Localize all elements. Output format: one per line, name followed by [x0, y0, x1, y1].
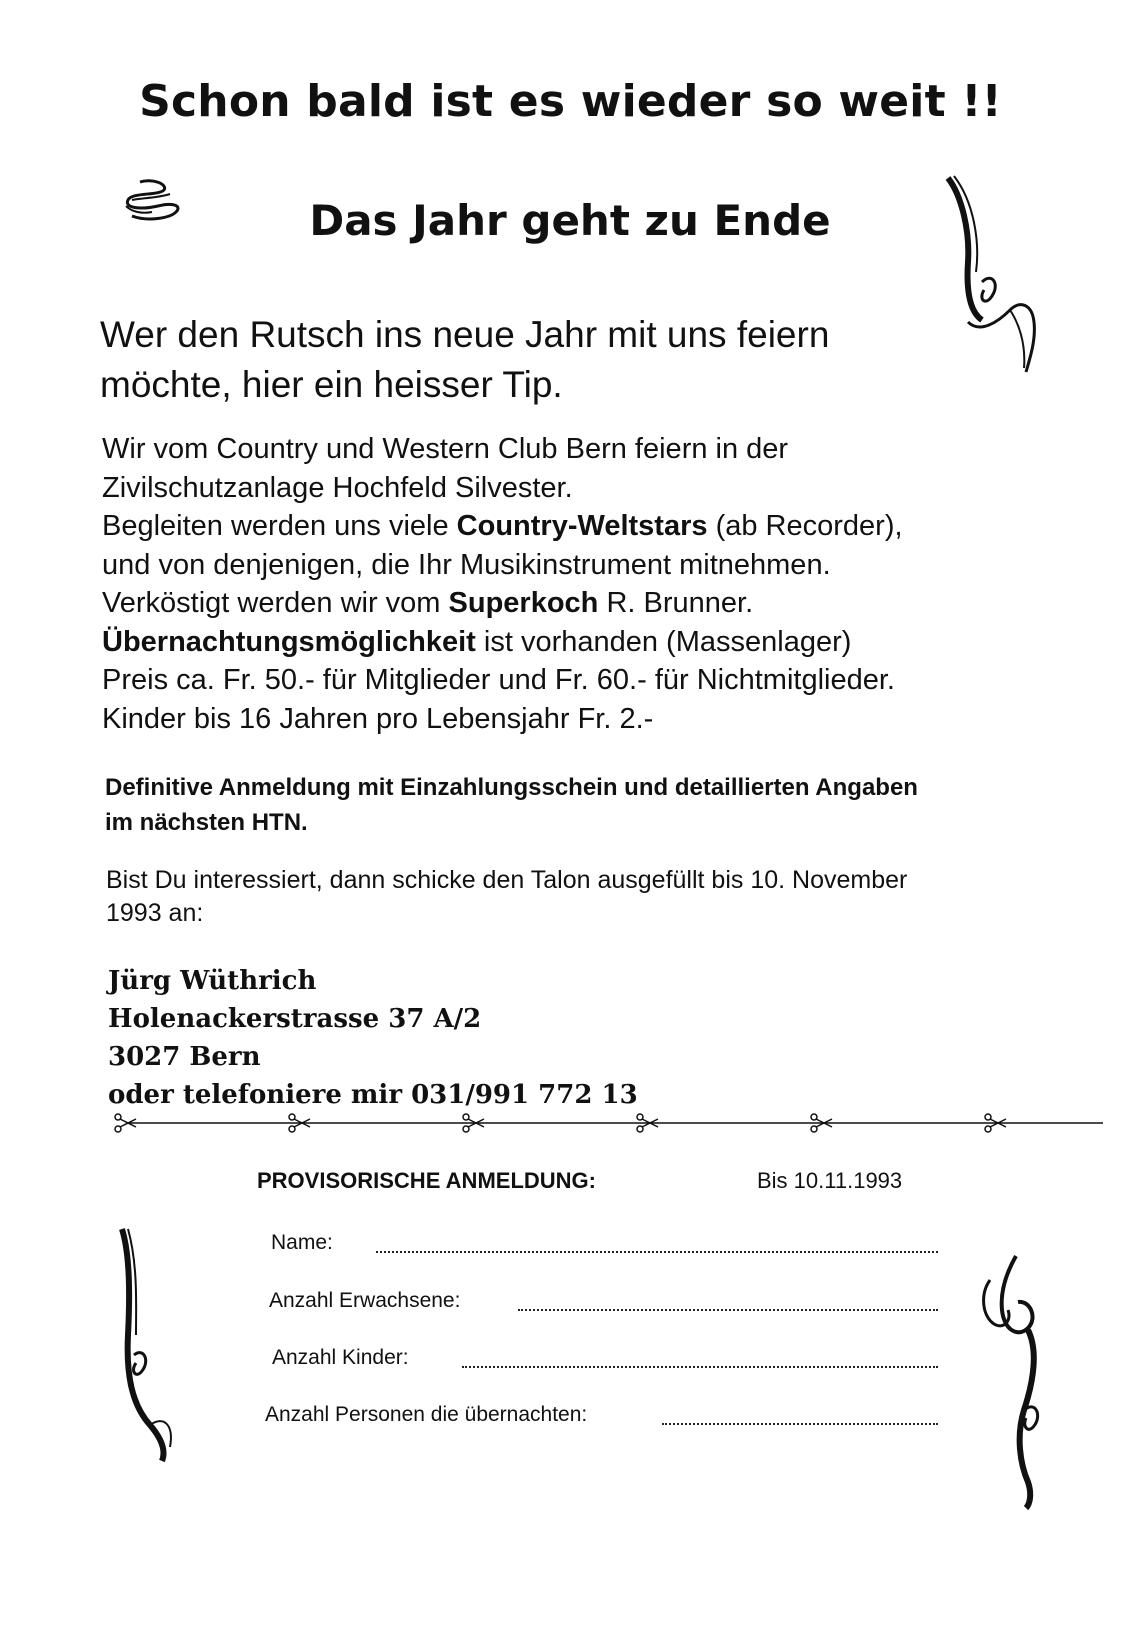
children-field[interactable] [462, 1366, 938, 1368]
overnight-label: Anzahl Personen die übernachten: [265, 1403, 588, 1426]
contact-address [108, 962, 638, 1114]
body-line: Wir vom Country und Western Club Bern feiern in der [102, 433, 789, 465]
name-field[interactable] [376, 1251, 938, 1253]
overnight-field[interactable] [662, 1423, 938, 1425]
body-line: Zivilschutzanlage Hochfeld Silvester. [102, 471, 573, 504]
country-weltstars: Country-Weltstars [456, 510, 708, 542]
adults-field[interactable] [518, 1309, 938, 1311]
body-line: Begleiten werden uns viele Country-Weltstars (ab Recorder), [102, 510, 903, 542]
cut-line [108, 1108, 1103, 1138]
adults-label: Anzahl Erwachsene: [269, 1289, 461, 1312]
form-title: PROVISORISCHE ANMELDUNG: [257, 1168, 596, 1193]
ribbon-icon [978, 1250, 1058, 1510]
event-description [102, 430, 1062, 738]
body-line: Verköstigt werden wir vom Superkoch R. Brunner. [102, 587, 754, 619]
lead-paragraph [100, 310, 1000, 410]
ribbon-icon [110, 1225, 190, 1465]
lead-line: möchte, hier ein heisser Tip. [100, 364, 563, 405]
children-price-line: Kinder bis 16 Jahren pro Lebensjahr Fr. 2.- [102, 702, 654, 735]
page-title: Schon bald ist es wieder so weit !! [139, 76, 1002, 127]
interest-note: Bist Du interessiert, dann schicke den Talon ausgefüllt bis 10. November 1993 an: [106, 866, 908, 927]
price-line: Preis ca. Fr. 50.- für Mitglieder und Fr. 60.- für Nichtmitglieder. [102, 664, 895, 696]
children-label: Anzahl Kinder: [272, 1346, 409, 1369]
contact-street: Holenackerstrasse 37 A/2 [108, 1004, 482, 1034]
form-deadline: Bis 10.11.1993 [757, 1168, 903, 1193]
definitive-registration-note: Definitive Anmeldung mit Einzahlungsschein und detaillierten Angaben im nächsten HTN. [105, 774, 918, 836]
name-label: Name: [271, 1231, 333, 1254]
ribbon-icon [118, 176, 188, 230]
contact-phone: oder telefoniere mir 031/991 772 13 [108, 1080, 638, 1110]
body-line: Übernachtungsmöglichkeit ist vorhanden (Massenlager) [102, 625, 852, 658]
contact-name: Jürg Wüthrich [108, 966, 317, 996]
lead-line: Wer den Rutsch ins neue Jahr mit uns feiern [100, 314, 830, 355]
superkoch: Superkoch [448, 587, 599, 619]
uebernachtung: Übernachtungsmöglichkeit [102, 625, 476, 658]
contact-city: 3027 Bern [108, 1042, 261, 1072]
body-line: und von denjenigen, die Ihr Musikinstrument mitnehmen. [102, 548, 831, 581]
page-subtitle: Das Jahr geht zu Ende [309, 196, 831, 245]
